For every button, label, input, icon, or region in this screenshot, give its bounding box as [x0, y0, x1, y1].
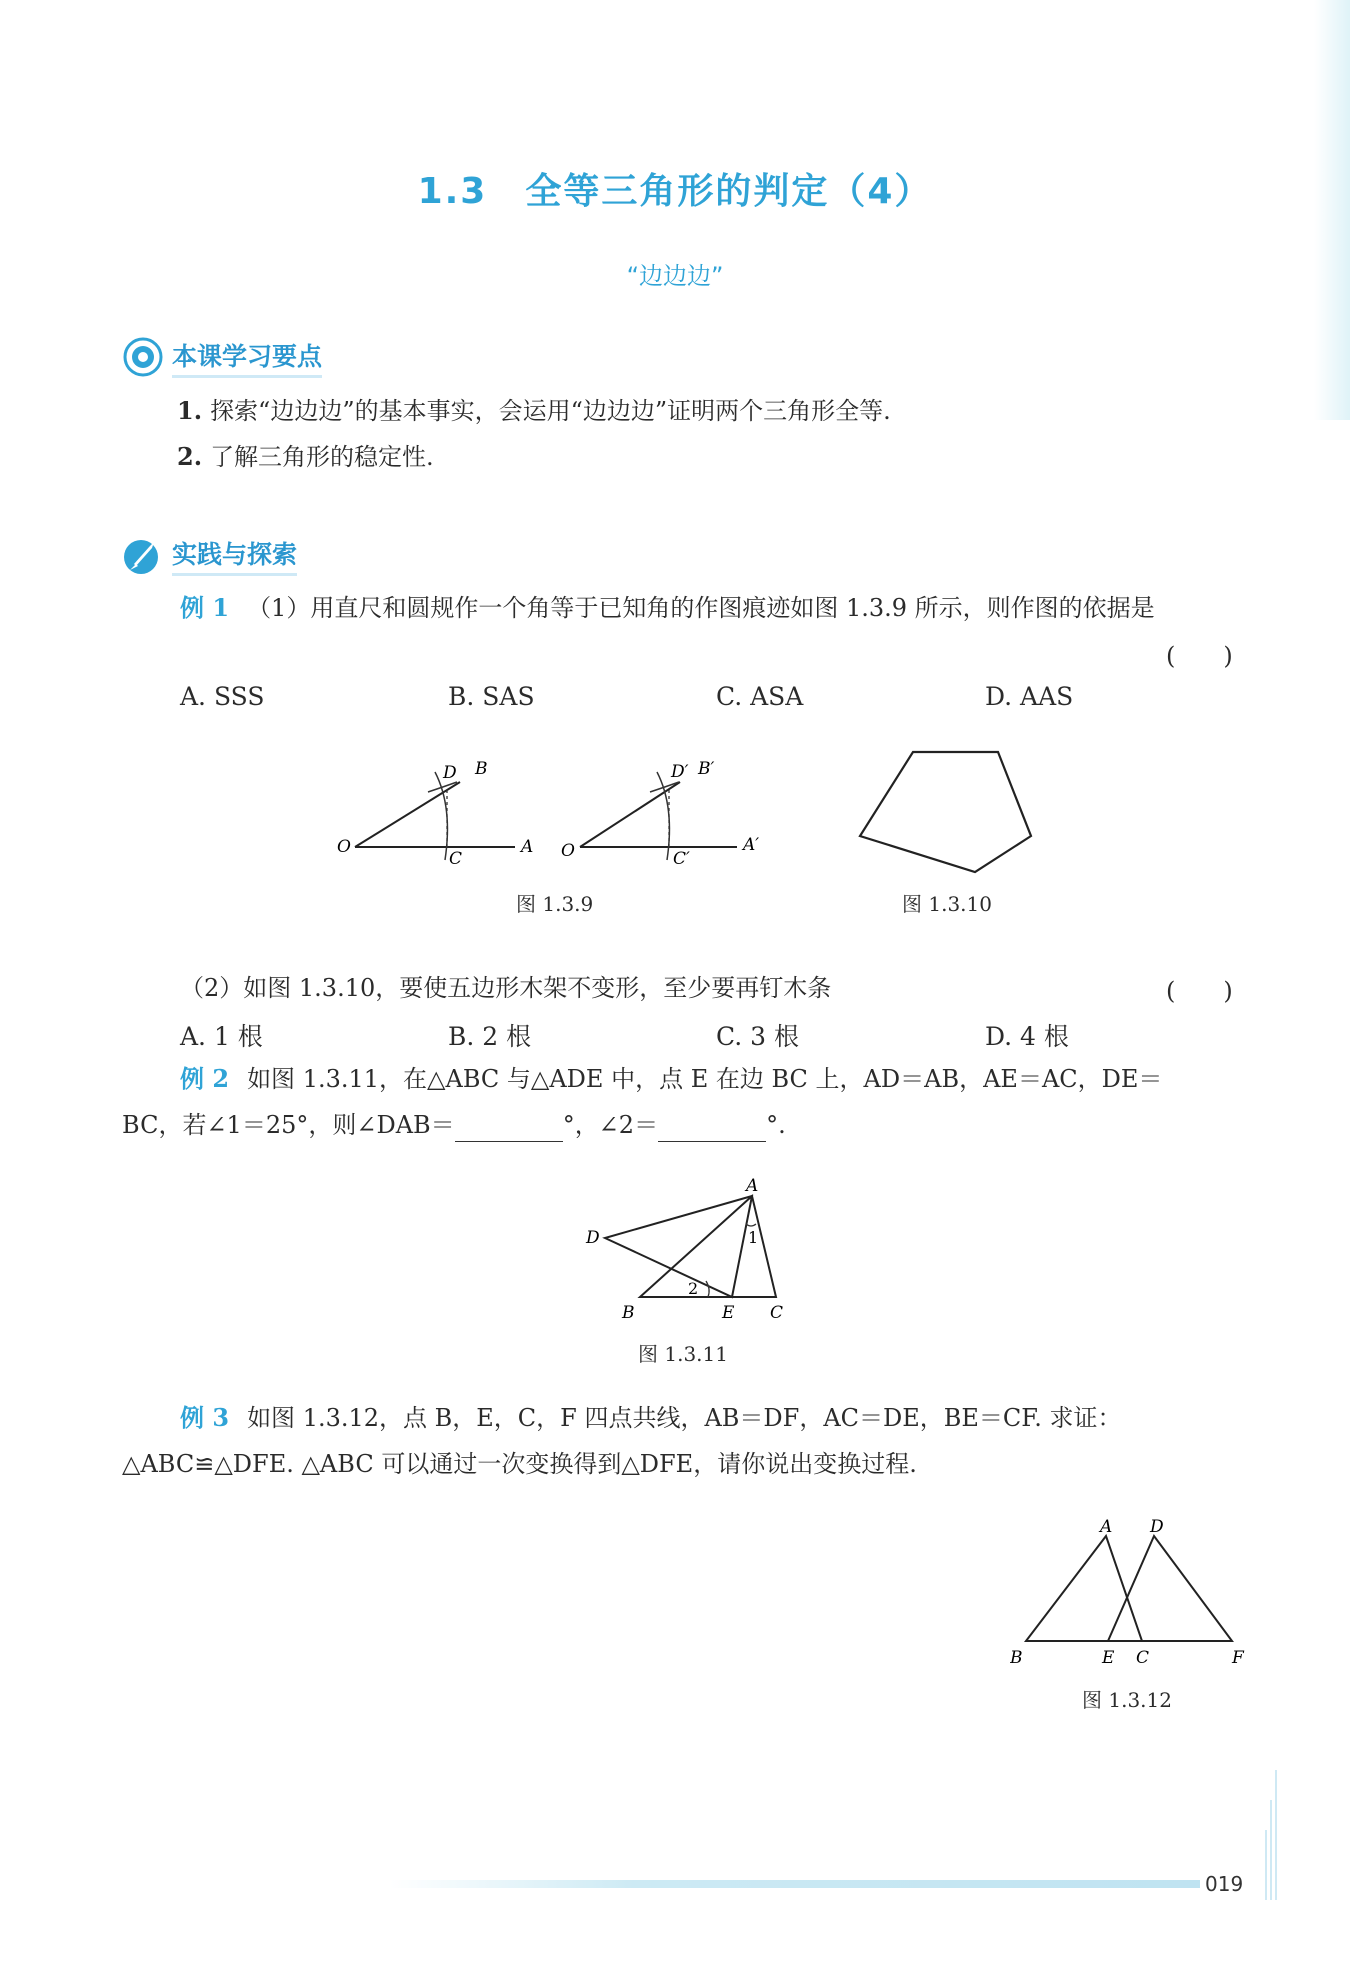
- fig9-label-d2: D′: [671, 762, 689, 782]
- example1-label: 例 1: [180, 593, 230, 622]
- example3-label: 例 3: [180, 1403, 230, 1432]
- example2-label: 例 2: [180, 1064, 230, 1093]
- example3-line2: △ABC≌△DFE. △ABC 可以通过一次变换得到△DFE，请你说出变换过程.: [122, 1450, 917, 1478]
- option-d-1: D. AAS: [985, 682, 1074, 711]
- fig12-label-c: C: [1136, 1648, 1150, 1666]
- example1-part1: （1）用直尺和圆规作一个角等于已知角的作图痕迹如图 1.3.9 所示，则作图的依据是: [247, 594, 1155, 622]
- fig9-label-a: A: [521, 837, 534, 857]
- option-a-1: A. SSS: [180, 682, 265, 711]
- option-d-2: D. 4 根: [985, 1022, 1069, 1051]
- rocket-icon: [122, 534, 164, 576]
- angle-mark-1: [746, 1224, 756, 1226]
- example2-text-1: 如图 1.3.11，在△ABC 与△ADE 中，点 E 在边 BC 上，AD＝AB，AE＝AC，DE＝: [247, 1065, 1163, 1093]
- triangle-abc-2: [1026, 1536, 1142, 1641]
- fig9-label-o2: O: [561, 841, 575, 861]
- target-icon: [122, 336, 164, 378]
- goal-item-number: 1.: [177, 396, 203, 425]
- fig11-angle-2: 2: [688, 1279, 699, 1298]
- footer-bar: [390, 1880, 1200, 1888]
- example2-line2: [122, 1108, 786, 1142]
- answer-blank-angle2[interactable]: [658, 1115, 766, 1142]
- example3-line1: [180, 1401, 1121, 1435]
- example2-text-2b: °，∠2＝: [562, 1111, 659, 1139]
- practice-section-label: 实践与探索: [172, 535, 297, 576]
- ray-ob: [355, 782, 460, 847]
- triangle-ade: [605, 1196, 752, 1297]
- example3-text-1: 如图 1.3.12，点 B，E，C，F 四点共线，AB＝DF，AC＝DE，BE＝CF. 求证：: [247, 1404, 1122, 1432]
- fig11-label-d: D: [586, 1228, 600, 1248]
- fig11-angle-1: 1: [748, 1228, 759, 1247]
- example2-line1: [180, 1062, 1162, 1096]
- fig11-label-b: B: [622, 1303, 635, 1323]
- page-title: 1.3 全等三角形的判定（4）: [417, 171, 933, 212]
- triangle-def: [1108, 1536, 1232, 1641]
- practice-section-header: [122, 534, 297, 576]
- pentagon: [860, 752, 1031, 872]
- fig9-label-b: B: [475, 759, 488, 779]
- fig12-label-d: D: [1150, 1517, 1164, 1537]
- footer-decoration: [1262, 1770, 1282, 1900]
- answer-paren-2: ( ): [1166, 977, 1233, 1005]
- goals-section-label: 本课学习要点: [172, 337, 322, 378]
- fig9-label-c2: C′: [673, 849, 690, 869]
- fig11-label-c: C: [770, 1303, 784, 1323]
- option-b-2: B. 2 根: [448, 1022, 532, 1051]
- figure-1-3-11: [580, 1176, 800, 1326]
- page-number: 019: [1205, 1872, 1244, 1896]
- fig12-label-a: A: [1100, 1517, 1113, 1537]
- example2-text-2a: BC，若∠1＝25°，则∠DAB＝: [122, 1111, 455, 1139]
- fig11-label-a: A: [746, 1176, 759, 1196]
- example2-text-2c: °.: [766, 1111, 786, 1139]
- figure-1-3-12: [1010, 1516, 1260, 1666]
- example1-part2: （2）如图 1.3.10，要使五边形木架不变形，至少要再钉木条: [180, 974, 832, 1002]
- goal-item-number: 2.: [177, 442, 203, 471]
- fig9-label-d: D: [443, 763, 457, 783]
- angle-mark-2: [706, 1281, 709, 1297]
- fig10-caption: 图 1.3.10: [902, 892, 992, 916]
- figure-1-3-10: [850, 744, 1040, 879]
- fig11-label-e: E: [722, 1303, 735, 1323]
- goal-item-text: 探索“边边边”的基本事实，会运用“边边边”证明两个三角形全等.: [210, 397, 891, 425]
- answer-blank-dab[interactable]: [455, 1115, 563, 1142]
- fig12-label-b: B: [1010, 1648, 1023, 1666]
- page-subtitle: “边边边”: [626, 262, 724, 290]
- option-c-1: C. ASA: [716, 682, 804, 711]
- option-c-2: C. 3 根: [716, 1022, 799, 1051]
- fig12-label-e: E: [1102, 1648, 1115, 1666]
- fig11-caption: 图 1.3.11: [638, 1342, 728, 1366]
- option-a-2: A. 1 根: [180, 1022, 263, 1051]
- fig9-label-c: C: [449, 849, 463, 869]
- answer-paren-1: ( ): [1166, 642, 1233, 670]
- example1-line: [180, 591, 1155, 625]
- fig9-caption: 图 1.3.9: [516, 892, 594, 916]
- figure-1-3-9: [325, 752, 775, 872]
- fig9-label-a2: A′: [743, 835, 760, 855]
- option-b-1: B. SAS: [448, 682, 535, 711]
- fig12-label-f: F: [1232, 1648, 1244, 1666]
- fig9-label-o: O: [337, 837, 351, 857]
- goal-item-2: [177, 440, 434, 474]
- goal-item-1: [177, 394, 891, 428]
- goal-item-text: 了解三角形的稳定性.: [210, 443, 434, 471]
- fig12-caption: 图 1.3.12: [1082, 1688, 1172, 1712]
- fig9-label-b2: B′: [698, 759, 715, 779]
- goals-section-header: [122, 336, 322, 378]
